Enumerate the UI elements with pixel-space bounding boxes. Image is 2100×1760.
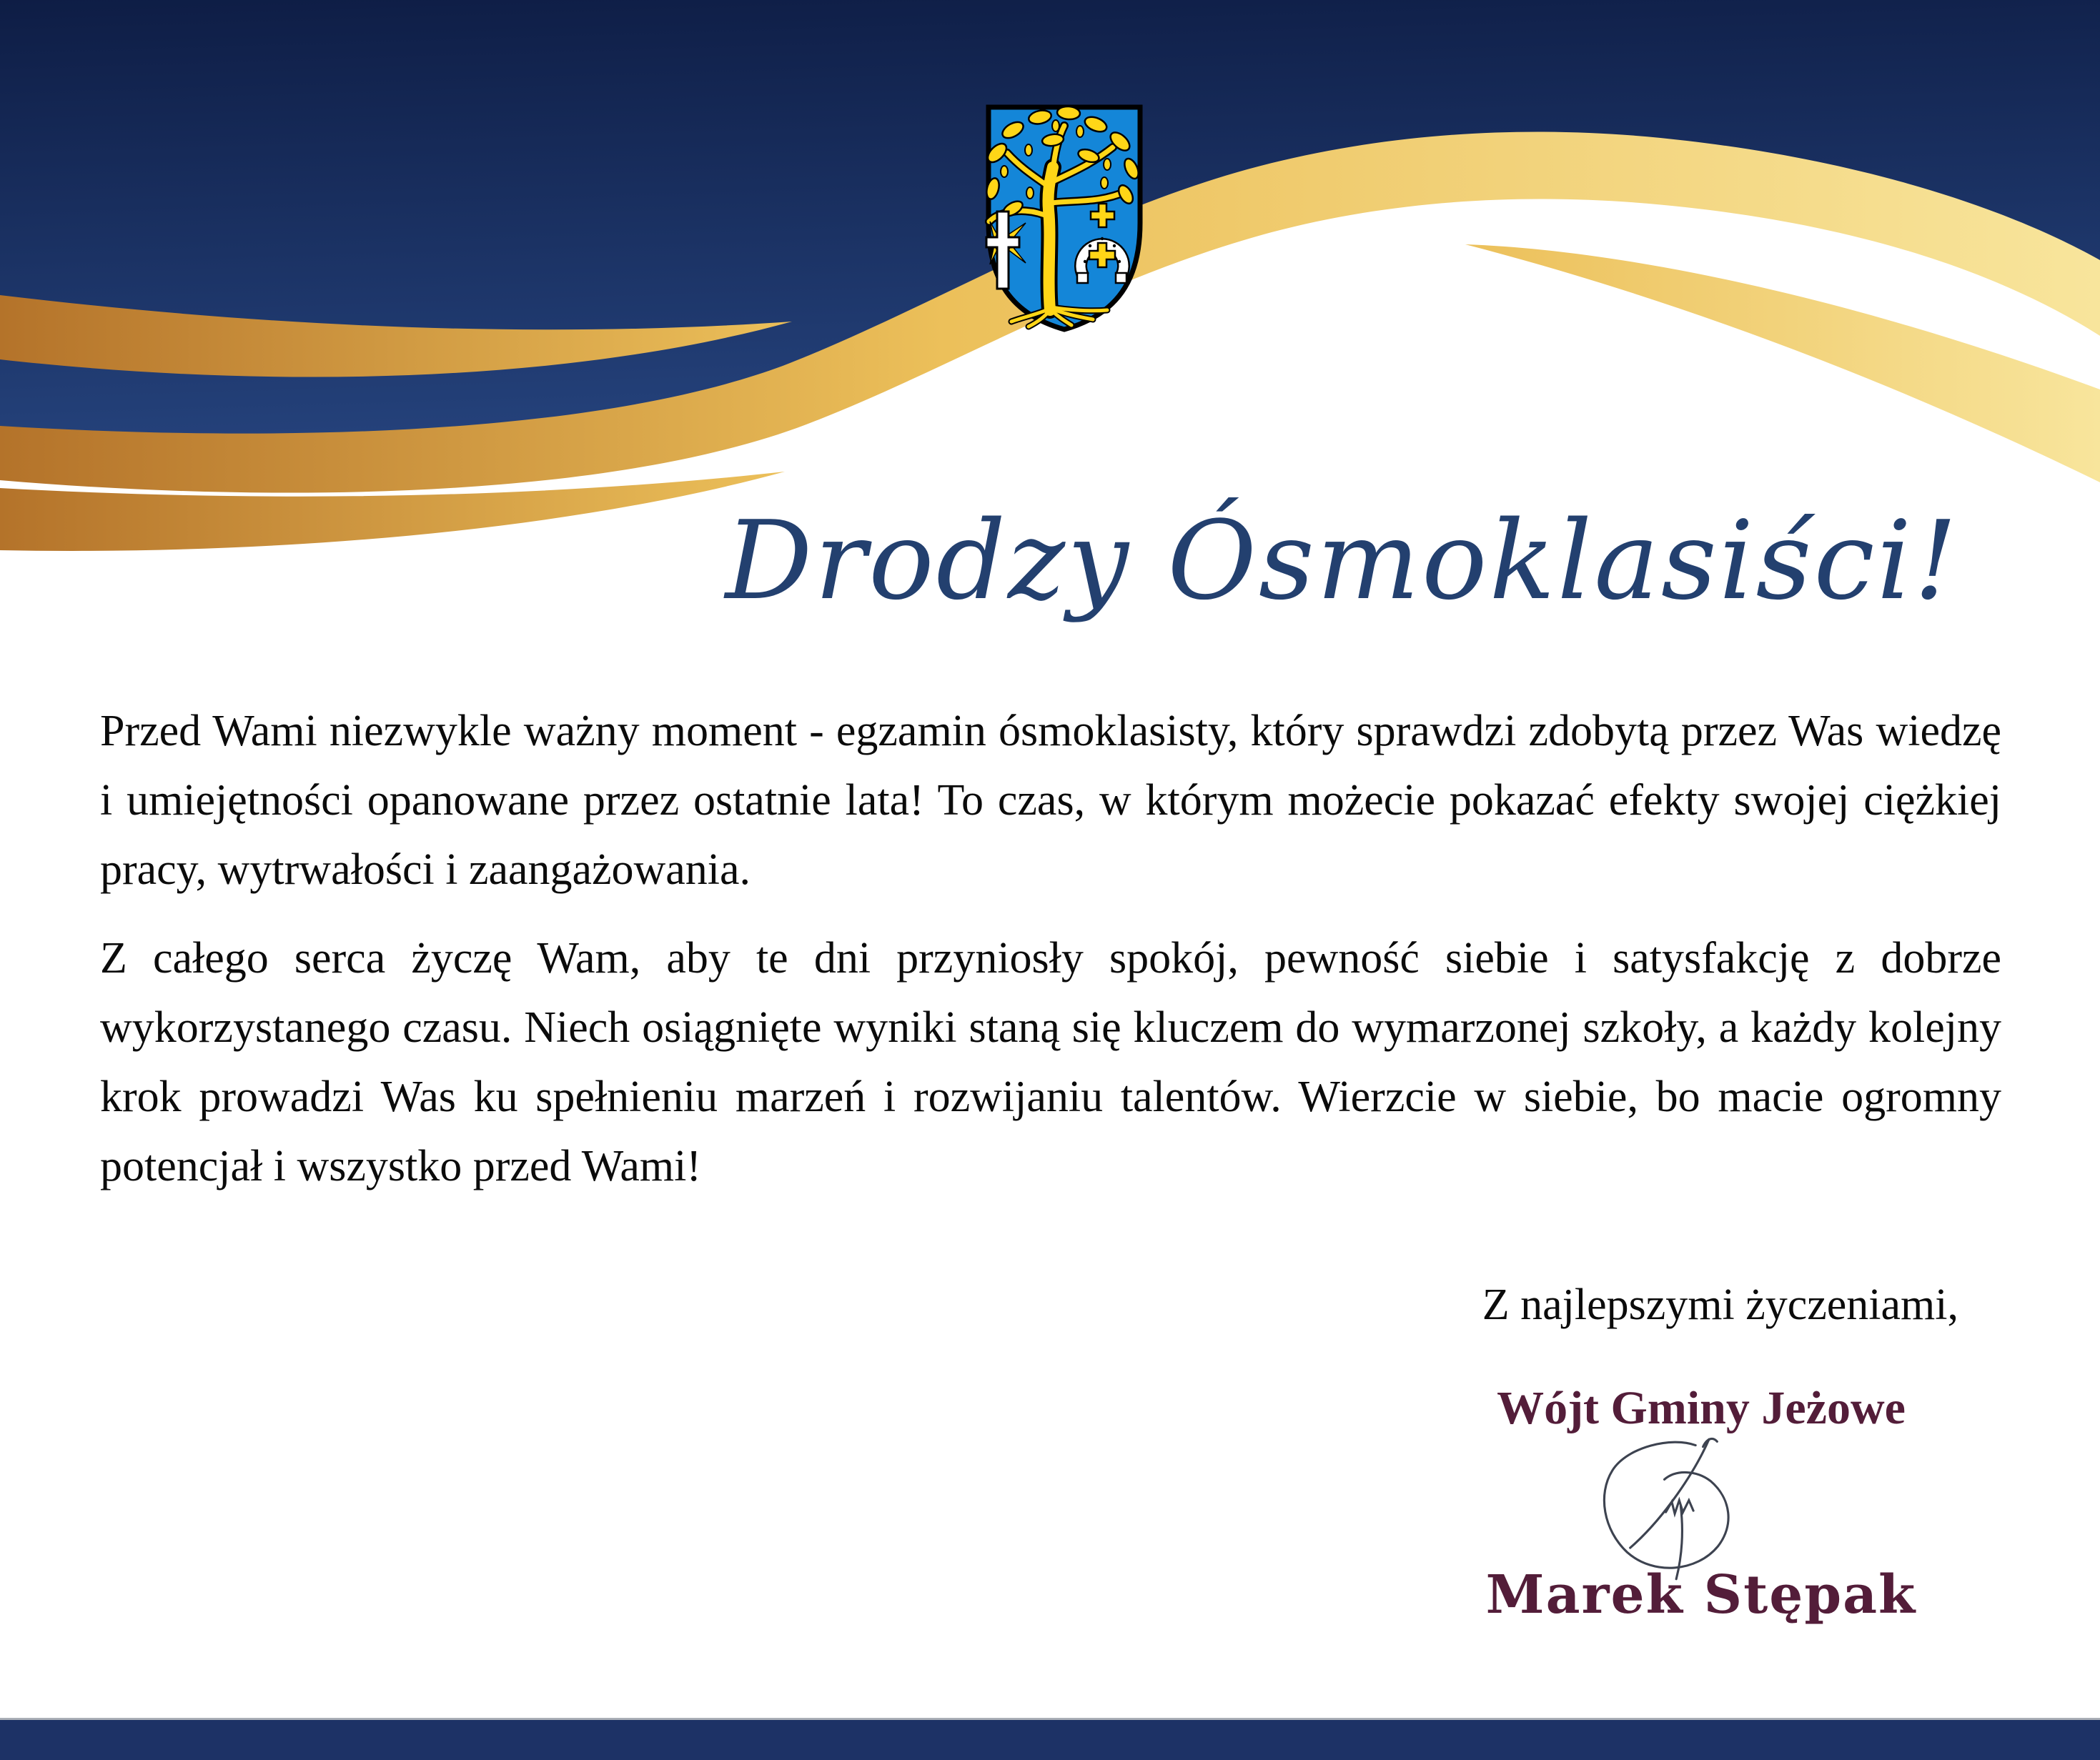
footer-band [0,1718,2100,1760]
paragraph-2: Z całego serca życzę Wam, aby te dni przyniosły spokój, pewność siebie i satysfakcję z dobrze wykorzystanego czasu. Niech osiągnięte wyniki staną się kluczem do wymarzonej szkoły, a każdy kolejny krok prowadzi Was ku spełnieniu marzeń i rozwijaniu talentów. Wierzcie w siebie, bo macie ogromny potencjał i wszystko przed Wami! [100,934,2001,1190]
signature-icon [1583,1435,1763,1583]
paragraph-1: Przed Wami niezwykle ważny moment - egzamin ósmoklasisty, który sprawdzi zdobytą przez Was wiedzę i umiejętności opanowane przez ostatnie lata! To czas, w którym możecie pokazać efekty swojej ciężkiej pracy, wytrwałości i zaangażowania. [100,707,2001,894]
signer-role: Wójt Gminy Jeżowe [1497,1382,1906,1434]
closing-line: Z najlepszymi życzeniami, [1482,1281,1958,1329]
signer-name: Marek Stępak [1485,1564,1917,1626]
coat-of-arms-icon [984,103,1144,334]
letter-title: Drodzy Ósmoklasiści! [725,497,1960,624]
